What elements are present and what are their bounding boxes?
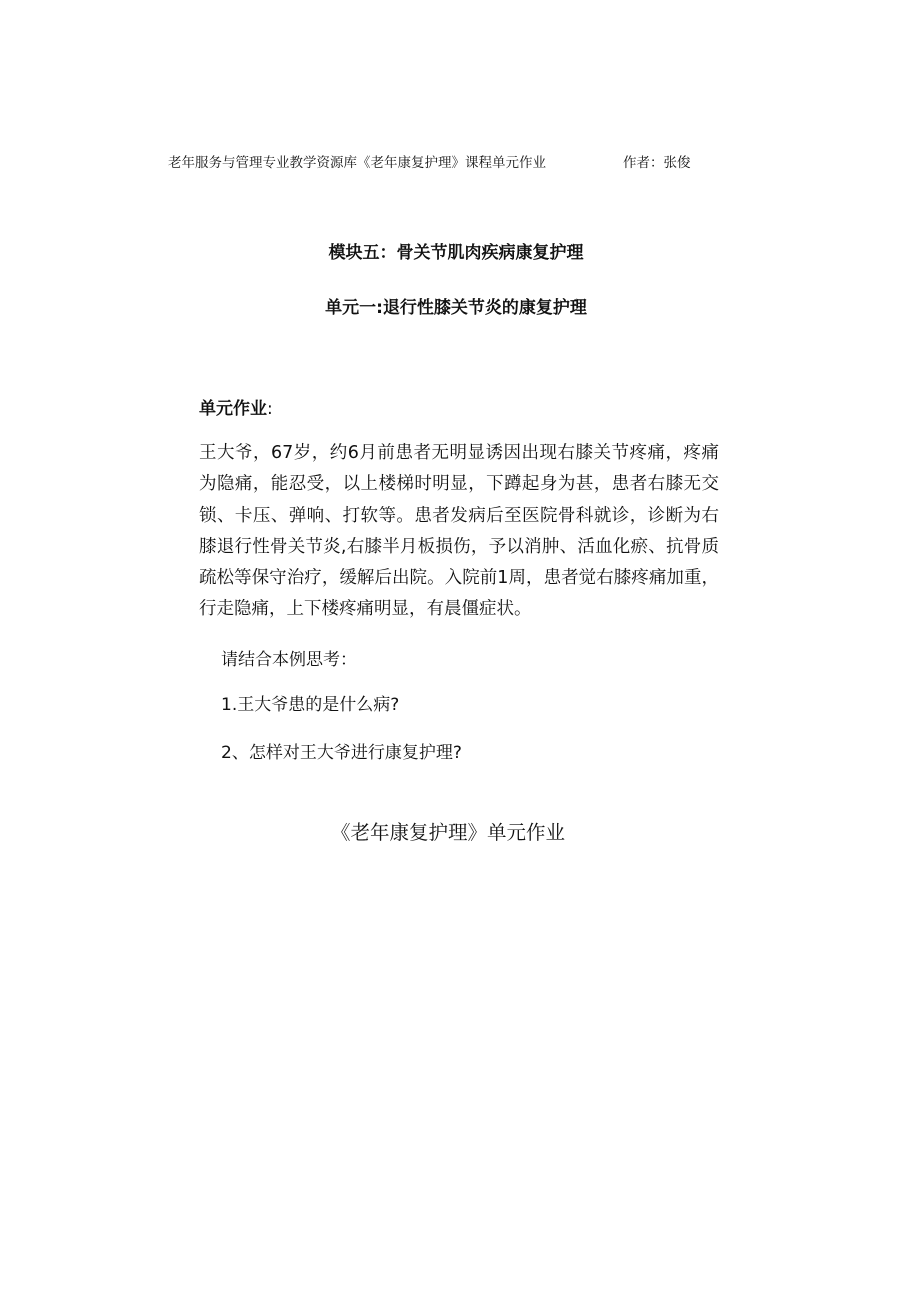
page-header <box>168 152 708 174</box>
homework-heading <box>199 396 273 422</box>
footer-title: 《老年康复护理》单元作业 <box>330 821 565 844</box>
question-2: 2、怎样对王大爷进行康复护理? <box>221 743 462 763</box>
homework-colon: : <box>267 399 273 419</box>
case-description: 王大爷，67岁，约6月前患者无明显诱因出现右膝关节疼痛，疼痛为隐痛，能忍受，以上楼梯时明显，下蹲起身为甚，患者右膝无交锁、卡压、弹响、打软等。患者发病后至医院骨科就诊，诊断为右膝退行性骨关节炎,右膝半月板损伤，予以消肿、活血化瘀、抗骨质疏松等保守治疗，缓解后出院。入院前1周，患者觉右膝疼痛加重，行走隐痛，上下楼疼痛明显，有晨僵症状。 <box>199 443 719 620</box>
module-title: 模块五：骨关节肌肉疾病康复护理 <box>328 243 584 263</box>
unit-title: 单元一:退行性膝关节炎的康复护理 <box>325 298 587 318</box>
questions-intro: 请结合本例思考： <box>221 650 357 670</box>
author-label: 作者：张俊 <box>623 155 691 171</box>
question-1: 1.王大爷患的是什么病? <box>221 695 400 715</box>
course-header-title: 老年服务与管理专业教学资源库《老年康复护理》课程单元作业 <box>168 155 546 171</box>
homework-label: 单元作业 <box>199 399 267 419</box>
